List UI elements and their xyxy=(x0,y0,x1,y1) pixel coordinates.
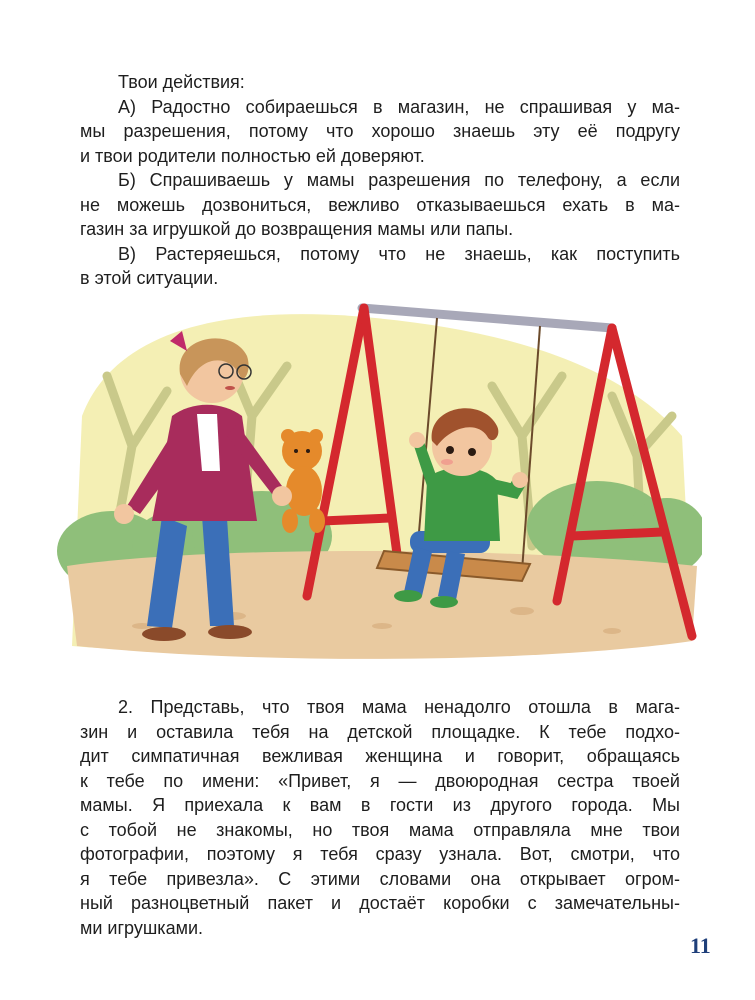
option-b-line: Б) Спрашиваешь у мамы разрешения по телефону, а если xyxy=(118,170,680,190)
option-a-line: и твои родители полностью ей доверяют. xyxy=(80,145,425,166)
scenario-line: 2. Представь, что твоя мама ненадолго отошла в мага- xyxy=(118,697,680,717)
option-c-line: в этой ситуации. xyxy=(80,268,219,288)
scenario-line: ный разноцветный пакет и достаёт коробки с замечательны- xyxy=(80,893,680,913)
actions-text xyxy=(80,70,680,291)
scenario-2-text xyxy=(80,695,680,940)
option-a-line: мы разрешения, потому что хорошо знаешь эту её подругу xyxy=(80,121,680,141)
scenario-line: фотографии, поэтому я тебя сразу узнала. Вот, смотри, что xyxy=(80,844,680,864)
scenario-line: с тобой не знакомы, но твоя мама отправляла мне твои xyxy=(80,819,680,840)
scenario-line: дит симпатичная вежливая женщина и говорит, обращаясь xyxy=(80,746,680,766)
option-c-line: В) Растеряешься, потому что не знаешь, как поступить xyxy=(118,243,680,264)
scenario-line: мамы. Я приехала к вам в гости из другого города. Мы xyxy=(80,795,680,815)
option-b-line: не можешь дозвониться, вежливо отказываешься ехать в ма- xyxy=(80,194,680,215)
scenario-line: я тебе привезла». С этими словами она открывает огром- xyxy=(80,868,680,889)
scenario-line: зин и оставила тебя на детской площадке. К тебе подхо- xyxy=(80,721,680,742)
scenario-line: ми игрушками. xyxy=(80,917,204,938)
page-number: 11 xyxy=(690,933,711,958)
option-b-line: газин за игрушкой до возвращения мамы или папы. xyxy=(80,219,514,239)
option-a-line: А) Радостно собираешься в магазин, не спрашивая у ма- xyxy=(118,96,680,117)
playground-illustration xyxy=(52,296,702,666)
scenario-line: к тебе по имени: «Привет, я — двоюродная сестра твоей xyxy=(80,770,680,791)
actions-heading: Твои действия: xyxy=(118,72,245,92)
